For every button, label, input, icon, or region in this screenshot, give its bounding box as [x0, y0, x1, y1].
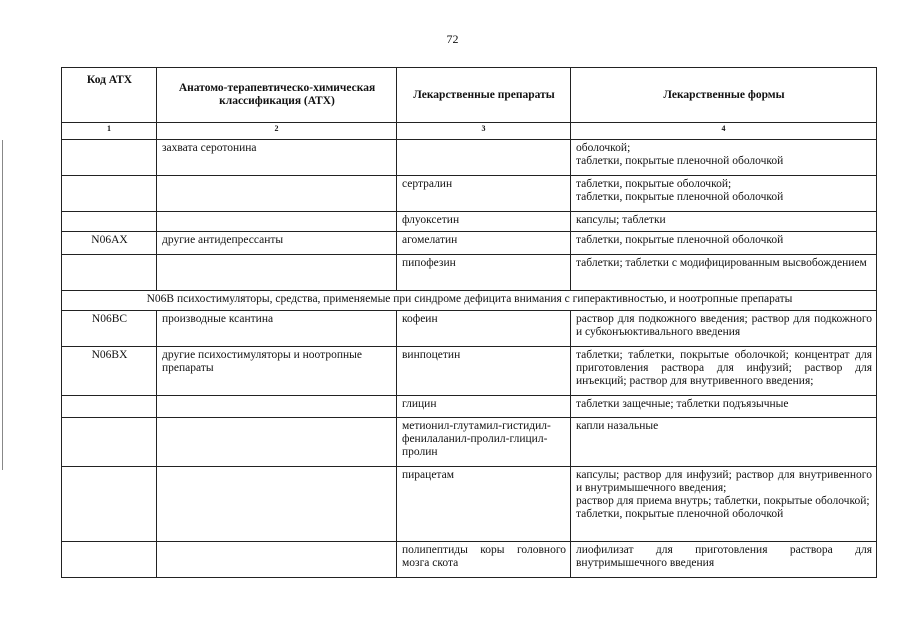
drug-cell: полипептиды коры головного мозга скота	[397, 542, 571, 578]
page-number: 72	[446, 32, 459, 46]
dosage-form-cell: таблетки, покрытые оболочкой; таблетки, покрытые пленочной оболочкой	[571, 176, 877, 212]
atc-code-cell: N06BX	[62, 347, 157, 396]
atc-code-cell	[62, 467, 157, 542]
drug-cell	[397, 140, 571, 176]
atc-code-cell	[62, 396, 157, 418]
drug-cell: винпоцетин	[397, 347, 571, 396]
table-row	[62, 542, 877, 578]
header-atc-code: Код АТХ	[62, 68, 157, 123]
atc-classification-cell: захвата серотонина	[157, 140, 397, 176]
drug-cell: глицин	[397, 396, 571, 418]
atc-code-cell	[62, 176, 157, 212]
table-row	[62, 418, 877, 467]
atc-classification-cell	[157, 418, 397, 467]
drug-cell: сертралин	[397, 176, 571, 212]
table-row	[62, 255, 877, 291]
table-row	[62, 467, 877, 542]
column-number: 3	[397, 123, 571, 140]
header-atc-classification: Анатомо-терапевтическо-химическая классификация (АТХ)	[157, 68, 397, 123]
atc-code-cell	[62, 542, 157, 578]
dosage-form-cell: таблетки; таблетки, покрытые оболочкой; концентрат для приготовления раствора для инфузий; раствор для инъекций; раствор для внутривенного введения;	[571, 347, 877, 396]
table-row	[62, 232, 877, 255]
atc-classification-cell: производные ксантина	[157, 311, 397, 347]
drug-cell: кофеин	[397, 311, 571, 347]
atc-classification-cell	[157, 176, 397, 212]
atc-code-cell: N06BC	[62, 311, 157, 347]
atc-classification-cell	[157, 542, 397, 578]
column-number-row	[62, 123, 877, 140]
drug-cell: метионил-глутамил-гистидил-фенилаланил-пролил-глицил-пролин	[397, 418, 571, 467]
dosage-form-cell: капли назальные	[571, 418, 877, 467]
dosage-form-cell: лиофилизат для приготовления раствора для внутримышечного введения	[571, 542, 877, 578]
atc-classification-cell: другие антидепрессанты	[157, 232, 397, 255]
dosage-form-cell: капсулы; раствор для инфузий; раствор для внутривенного и внутримышечного введения; раствор для приема внутрь; таблетки, покрытые оболочкой; таблетки, покрытые пленочной оболочкой	[571, 467, 877, 542]
column-number: 4	[571, 123, 877, 140]
column-number: 2	[157, 123, 397, 140]
dosage-form-cell: таблетки; таблетки с модифицированным высвобождением	[571, 255, 877, 291]
atc-code-cell	[62, 140, 157, 176]
table-row	[62, 176, 877, 212]
section-heading: N06B психостимуляторы, средства, применяемые при синдроме дефицита внимания с гиперактивностью, и ноотропные препараты	[62, 291, 877, 311]
header-drugs: Лекарственные препараты	[397, 68, 571, 123]
drug-cell: агомелатин	[397, 232, 571, 255]
atc-classification-cell: другие психостимуляторы и ноотропные препараты	[157, 347, 397, 396]
scan-edge-mark	[2, 140, 3, 470]
table-row	[62, 396, 877, 418]
atc-code-cell	[62, 418, 157, 467]
dosage-form-cell: таблетки, покрытые пленочной оболочкой	[571, 232, 877, 255]
table-row	[62, 347, 877, 396]
atc-classification-cell	[157, 212, 397, 232]
atc-table	[61, 67, 877, 578]
table-row	[62, 212, 877, 232]
atc-code-cell	[62, 255, 157, 291]
dosage-form-cell: капсулы; таблетки	[571, 212, 877, 232]
dosage-form-cell: оболочкой; таблетки, покрытые пленочной оболочкой	[571, 140, 877, 176]
drug-cell: пипофезин	[397, 255, 571, 291]
atc-classification-cell	[157, 396, 397, 418]
atc-code-cell: N06AX	[62, 232, 157, 255]
drug-cell: пирацетам	[397, 467, 571, 542]
dosage-form-cell: раствор для подкожного введения; раствор для подкожного и субконъюктивального введения	[571, 311, 877, 347]
atc-code-cell	[62, 212, 157, 232]
column-number: 1	[62, 123, 157, 140]
table-row	[62, 140, 877, 176]
dosage-form-cell: таблетки защечные; таблетки подъязычные	[571, 396, 877, 418]
atc-classification-cell	[157, 255, 397, 291]
section-row	[62, 291, 877, 311]
table-header-row	[62, 68, 877, 123]
drug-cell: флуоксетин	[397, 212, 571, 232]
atc-classification-cell	[157, 467, 397, 542]
header-dosage-forms: Лекарственные формы	[571, 68, 877, 123]
table-row	[62, 311, 877, 347]
